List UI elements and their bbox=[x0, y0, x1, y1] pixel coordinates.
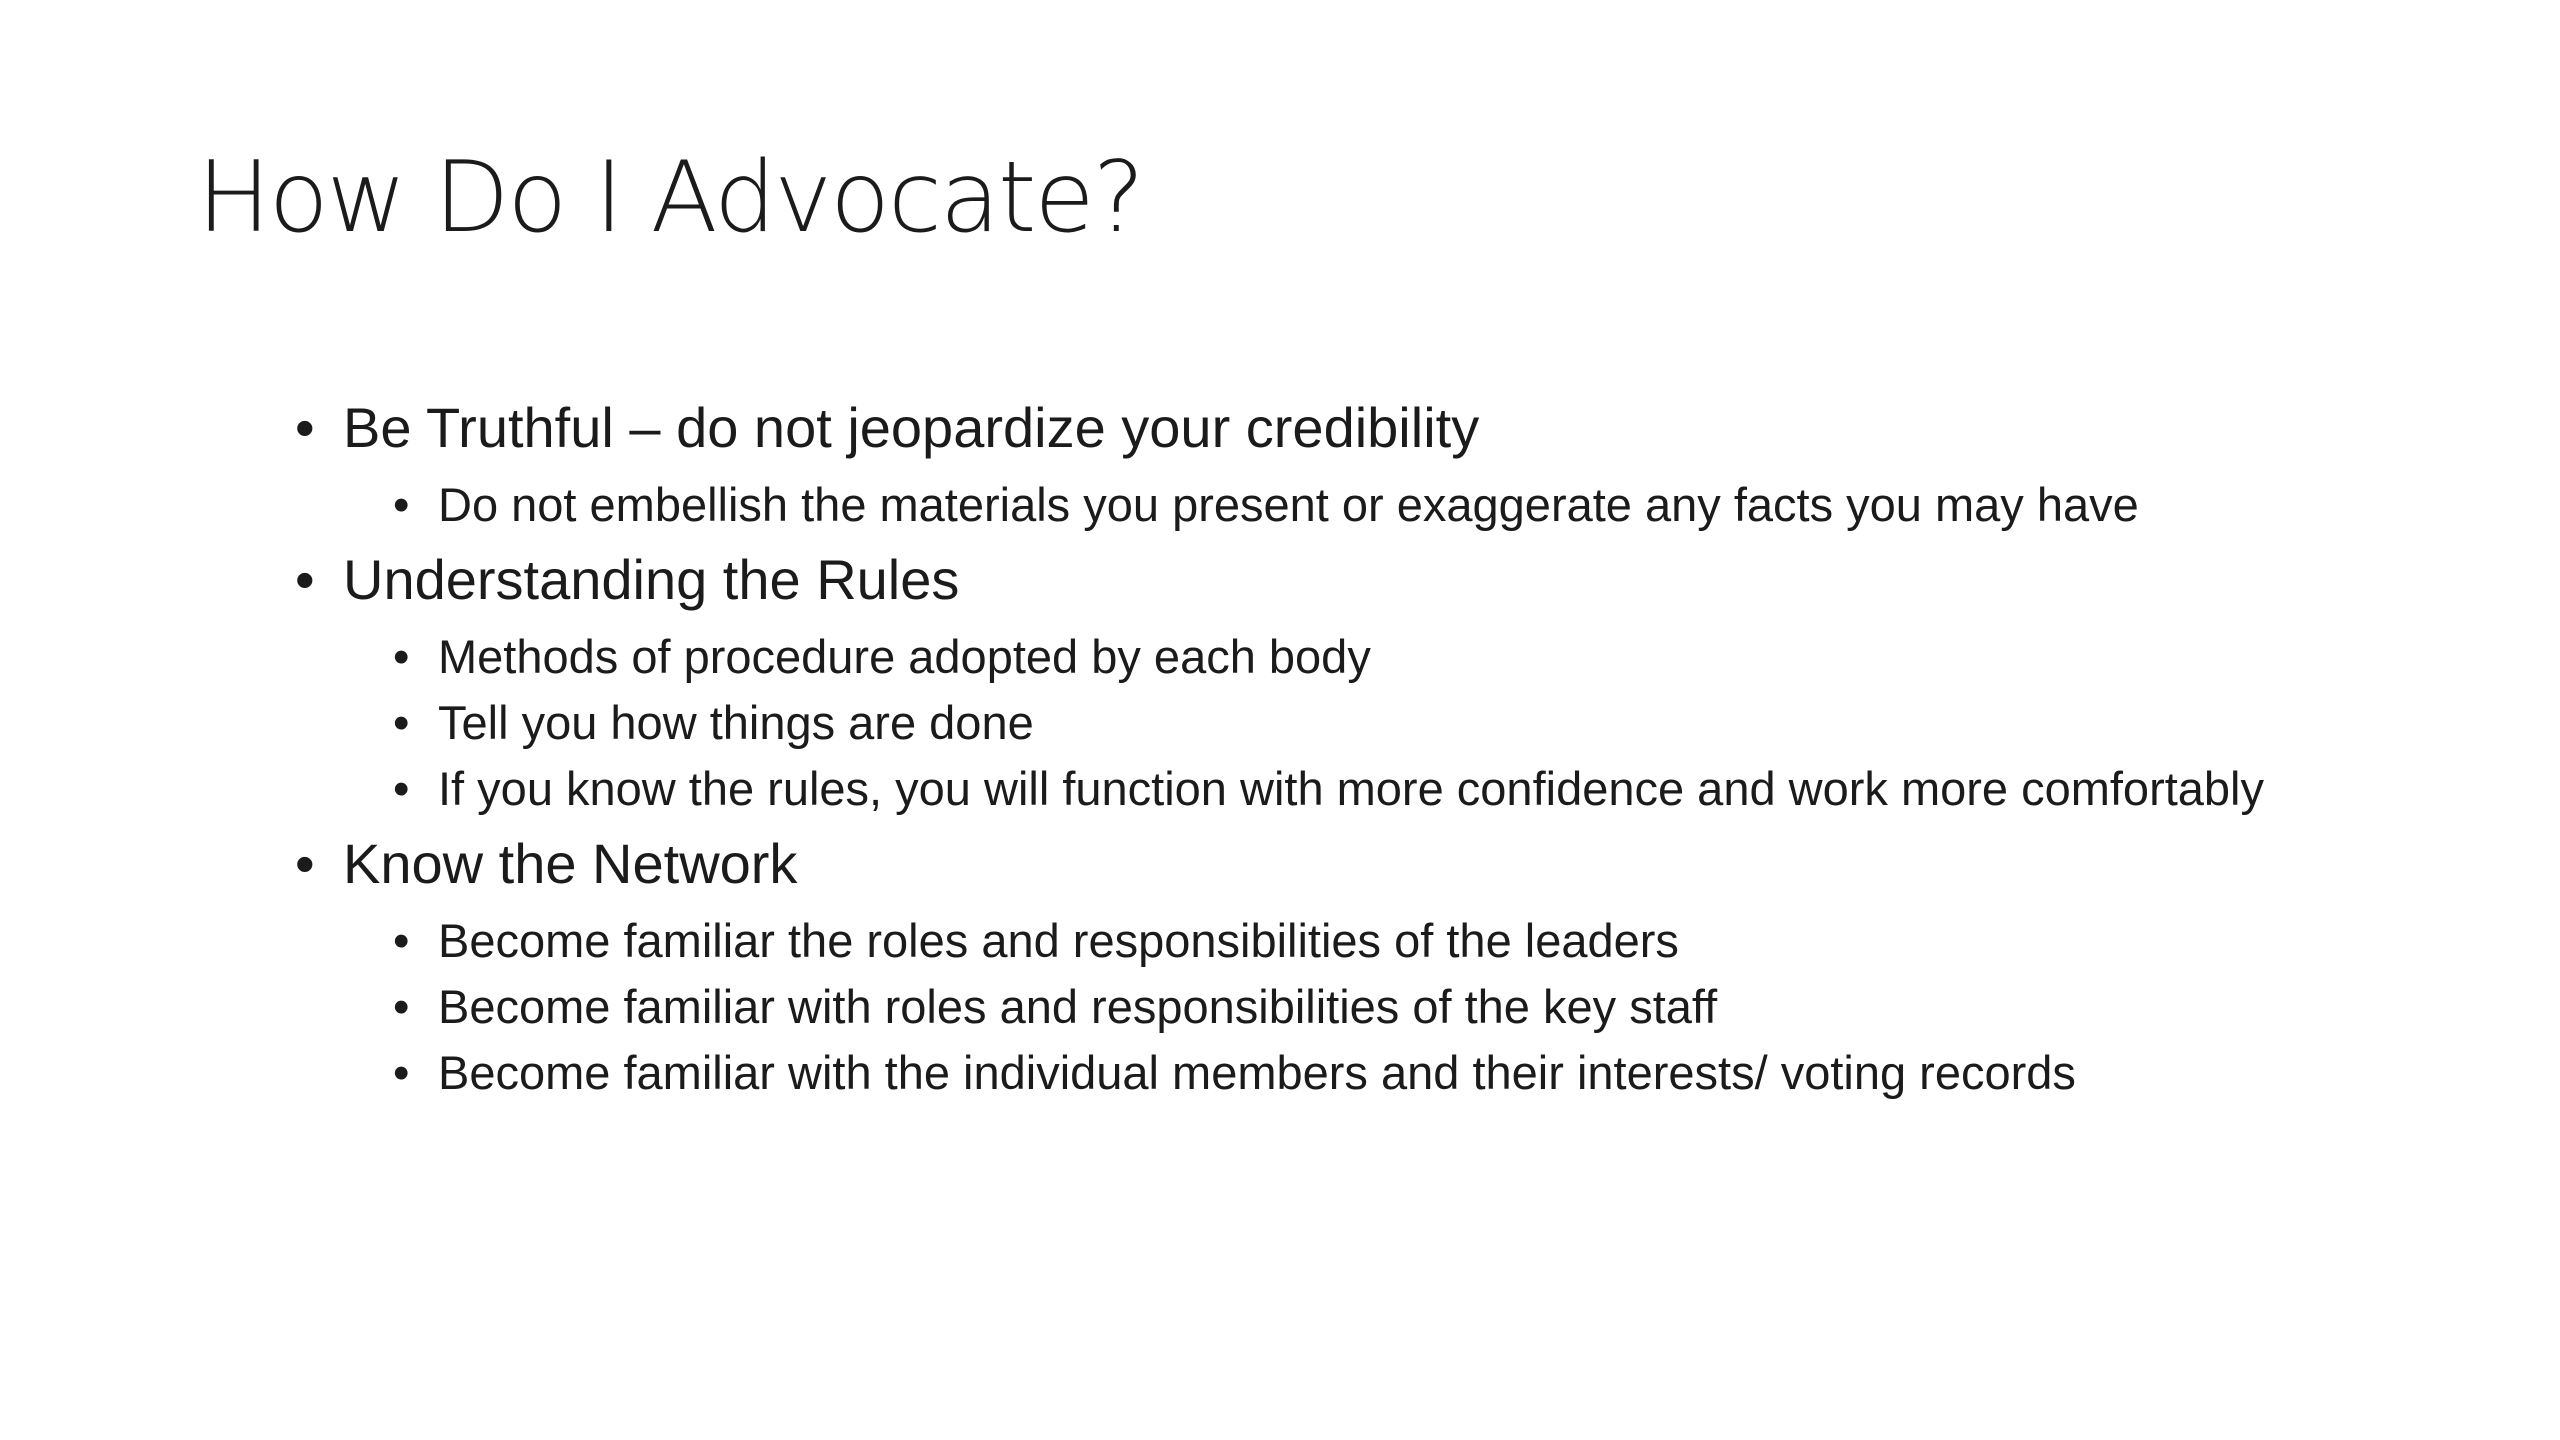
bullet-icon: • bbox=[295, 832, 315, 895]
sub-bullet-item bbox=[393, 1044, 2353, 1102]
bullet-item bbox=[295, 540, 2355, 620]
sub-bullet-text: Tell you how things are done bbox=[438, 696, 1034, 749]
bullet-list bbox=[295, 388, 2355, 1108]
bullet-item bbox=[295, 824, 2355, 904]
bullet-text: Be Truthful – do not jeopardize your credibility bbox=[343, 396, 1480, 459]
sub-bullet-icon: • bbox=[393, 478, 410, 531]
sub-bullet-text: Become familiar with roles and responsibilities of the key staff bbox=[438, 980, 1718, 1033]
sub-bullet-item bbox=[393, 694, 2353, 752]
sub-bullet-icon: • bbox=[393, 1046, 410, 1099]
sub-bullet-icon: • bbox=[393, 696, 410, 749]
sub-bullet-item bbox=[393, 760, 2353, 818]
sub-bullet-text: Become familiar with the individual members and their interests/ voting records bbox=[438, 1046, 2076, 1099]
sub-bullet-item bbox=[393, 476, 2353, 534]
sub-bullet-item bbox=[393, 628, 2353, 686]
sub-bullet-icon: • bbox=[393, 762, 410, 815]
sub-bullet-text: Do not embellish the materials you present or exaggerate any facts you may have bbox=[438, 478, 2139, 531]
sub-bullet-item bbox=[393, 912, 2353, 970]
sub-bullet-icon: • bbox=[393, 914, 410, 967]
sub-bullet-text: Methods of procedure adopted by each body bbox=[438, 630, 1371, 683]
bullet-text: Know the Network bbox=[343, 832, 798, 895]
bullet-text: Understanding the Rules bbox=[343, 548, 960, 611]
sub-bullet-text: Become familiar the roles and responsibilities of the leaders bbox=[438, 914, 1679, 967]
bullet-icon: • bbox=[295, 396, 315, 459]
bullet-icon: • bbox=[295, 548, 315, 611]
sub-bullet-icon: • bbox=[393, 630, 410, 683]
sub-bullet-text: If you know the rules, you will function with more confidence and work more comfortably bbox=[438, 762, 2265, 815]
sub-bullet-icon: • bbox=[393, 980, 410, 1033]
sub-bullet-item bbox=[393, 978, 2353, 1036]
slide-title: How Do I Advocate? bbox=[197, 141, 1143, 255]
bullet-item bbox=[295, 388, 2355, 468]
